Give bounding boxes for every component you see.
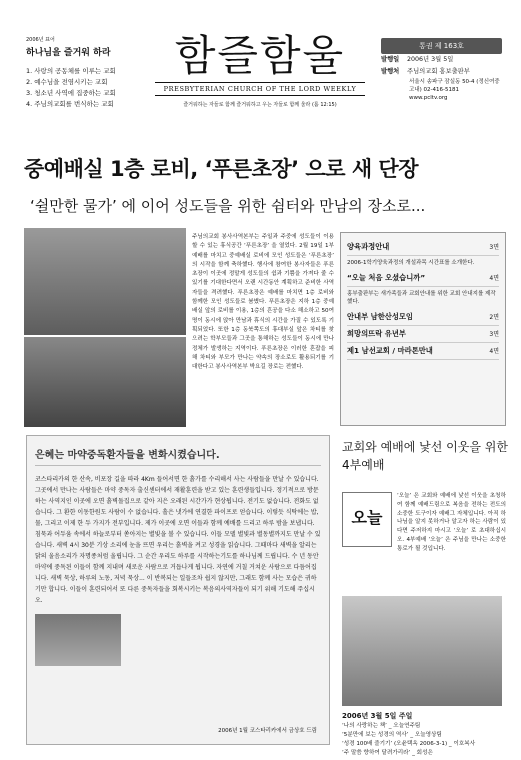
worship-description: 오늘 ‘오늘’ 은 교회와 예배에 낯선 이웃을 초청하여 함께 예배드림으로 복음을 전하는 전도의 소중한 도구이자 예배그 자체입니다. 아직 하나님을 알지 못하거나 알고자 하는 사람이 있다면 주저하지 마시고 ‘오늘’ 로 초대하십시오. 4부예배 ‘오늘’ 은 주님을 만나는 소중한 통로가 될 것입니다. — [342, 492, 506, 554]
publisher-address: 서울시 송파구 잠실동 50-4 (정신여중고내) 02-416-5181 — [409, 79, 500, 93]
motto: 하나님을 즐거워 하라 — [26, 48, 111, 58]
worship-photo — [342, 596, 502, 706]
oneul-logo: 오늘 — [342, 492, 392, 547]
sub-headline: ‘쉴만한 물가’ 에 이어 성도들을 위한 쉼터와 만남의 장소로... — [30, 197, 426, 215]
title-korean: 함즐함울 — [174, 31, 346, 80]
grace-signature: 2006년 1월 코스타리카에서 금상호 드림 — [218, 728, 317, 734]
publish-date-row: 발행일 2006년 3월 5일 — [381, 56, 454, 63]
toc-item[interactable]: 희망의뜨락 유년부 3면 — [347, 326, 499, 343]
publisher-website[interactable]: www.pcltv.org — [409, 95, 448, 101]
program-line: ‘성경 100배 즐기기’ (오윤택옥 2006-3-1) _ 이호복사 — [342, 741, 476, 747]
toc-description: 홍부출판부는 새가족들과 교회안내를 위한 교회 안내지를 제작했다. — [347, 291, 496, 305]
main-headline: 중예배실 1층 로비, ‘푸른초장’ 으로 새 단장 — [24, 157, 418, 181]
masthead-left — [26, 36, 146, 110]
issue-number: 통권 제 163호 — [381, 38, 502, 54]
toc-description: 2006-1학기양육과정의 개설과목 시간표를 소개한다. — [347, 260, 475, 266]
worship-title: 교회와 예배에 낯선 이웃을 위한 4부예배 — [342, 440, 508, 472]
toc-item[interactable]: 양육과정안내 3면 — [347, 239, 499, 256]
program-line: ‘5분만에 보는 성경의 역사’ _ 오늘영상팀 — [342, 732, 442, 738]
title-english: PRESBYTERIAN CHURCH OF THE LORD WEEKLY — [155, 82, 365, 96]
program-date: 2006년 3월 5일 주일 — [342, 712, 413, 720]
toc-item[interactable]: 제1 남선교회 / 마라톤만내 4면 — [347, 343, 499, 360]
mission-item: 1. 사랑의 공동체를 이루는 교회 — [26, 67, 116, 75]
lobby-photo-2 — [24, 337, 186, 427]
newsletter-title — [155, 30, 365, 108]
mission-list — [26, 66, 146, 110]
toc-item[interactable]: “오늘 처음 오셨습니까” 4면 — [347, 270, 499, 287]
program-line: ‘나의 사랑하는 책’ _ 오늘연주팀 — [342, 723, 421, 729]
grace-title: 은혜는 마약중독환자들을 변화시켰습니다. — [35, 446, 321, 466]
motto-sub: 2006년 표어 — [26, 37, 55, 43]
lobby-photo-1 — [24, 228, 186, 335]
main-article-text: 주님의교회 봉사사역본부는 주일과 주중에 성도들이 이용할 수 있는 휴식공간 ‘푸른초장’ 을 열었다. 2월 19일 1부 예배를 마치고 중예배실 로비에 모인 성도들은 ‘푸른초장’ 의 시작을 함께 축하했다. 행사에 참여한 봉사자들은 푸른초장이 이곳에 정말게 성도들의 쉼과 기쁨을 가져다 줄 수 있기를 기대한다면서 오랜 시간동안 계획하고 준비한 사역자들을 격려했다. 푸른초장은 예배를 마치면 1층 로비와 함께한 모인 성도들로 붐볐다. 푸른초장은 지하 1층 중예배실 앞의 로비를 이용, 1층의 흔공을 다소 해소하고 50여명이 동시에 앉아 만남과 휴식의 시간을 가질 수 있도록 기획되었다. 또한 1층 동북쪽도의 휴대부실 앞은 차티를 찾으려는 학부모들과 그곳을 통해하는 성도들이 동시에 만나 정체가 발생하는 지역이다. 푸른초장은 이러한 혼잡을 피해 차티와 부모가 만나는 약속의 장소로도 활용되기를 기대한다고 봉사사역본부 박요길 장로는 전했다. — [192, 234, 334, 371]
publisher-row: 발행처 주님의교회 홍보출판부 — [381, 68, 470, 75]
mission-item: 2. 예수님을 전염시키는 교회 — [26, 78, 108, 86]
publication-info — [381, 38, 502, 102]
grace-article — [26, 435, 330, 745]
mission-item: 3. 청소년 사역에 집중하는 교회 — [26, 89, 116, 97]
costa-rica-photo — [35, 614, 121, 666]
toc-item[interactable]: 안내부 남한산성모임 2면 — [347, 309, 499, 326]
title-verse: 즐거워하는 자들로 함께 즐거워하고 우는 자들로 함께 울라 (롬 12:15) — [183, 102, 337, 108]
program-line: ‘주 말씀 향하여 달려가리라’ _ 회성은 — [342, 750, 433, 756]
sunday-program — [342, 712, 506, 758]
mission-item: 4. 주님의교회를 번식하는 교회 — [26, 100, 114, 108]
grace-body: 코스타리카의 한 산속, 비포장 길을 따라 4Km 들어서면 한 흙가를 수리해서 사는 사람들을 만날 수 있습니다. 그곳에서 만나는 사람들은 마약 중독자 출신센터에서 재활훈련을 받고 있는 훈련생들입니다. 정기적으로 방문하는 사역지인 이곳에 오면 흙벽돌집으로 같아 지은 오래된 시간가가 현상됩니다. 전기도 없습니다. 전화도 없습니다. 그 환한 이동한원도 사람이 수 없습니다. 흘은 냇가에 연결한 파이프로 얻습니다. 이렇듯 식탁에는 밥, 물, 그리고 이제 한 두 가지가 전부입니다. 제가 이곳에 오면 이들과 함께 예배를 드리고 하루 밤을 보냅니다. 침묵과 어두움 속에서 하늘로부터 쏟아지는 별빛을 볼 수 있습니다. 이들 모델 별빛과 별동별까지도 만날 수 있습니다. 새벽 4시 30분 기상 소리에 눈을 뜨면 우리는 흙벽을 켜고 성경을 읽습니다. 그때마다 새벽을 알리는 닭의 울음소리가 자명종처럼 울립니다. 그 순간 우리도 하루를 시작하는기도를 하나님께 드립니다. 수 년 동안 마약에 중독된 이들이 함께 지내며 새로운 사람으로 거듭나게 됩니다. 자연에 거칠 거쳐운 사람으로 다듬어집니다. 새벽 묵상, 하루의 노동, 저녁 묵상... 이 반복되는 일들조차 쉽지 않지만, 그래도 함께 사는 모습은 귀하기만 합니다. 이들이 훈련되어서 또 다른 중독자들을 회복시키는 복음의사역자들이 되기 위해 기도해 주십시오. — [35, 476, 321, 604]
table-of-contents — [340, 232, 506, 426]
